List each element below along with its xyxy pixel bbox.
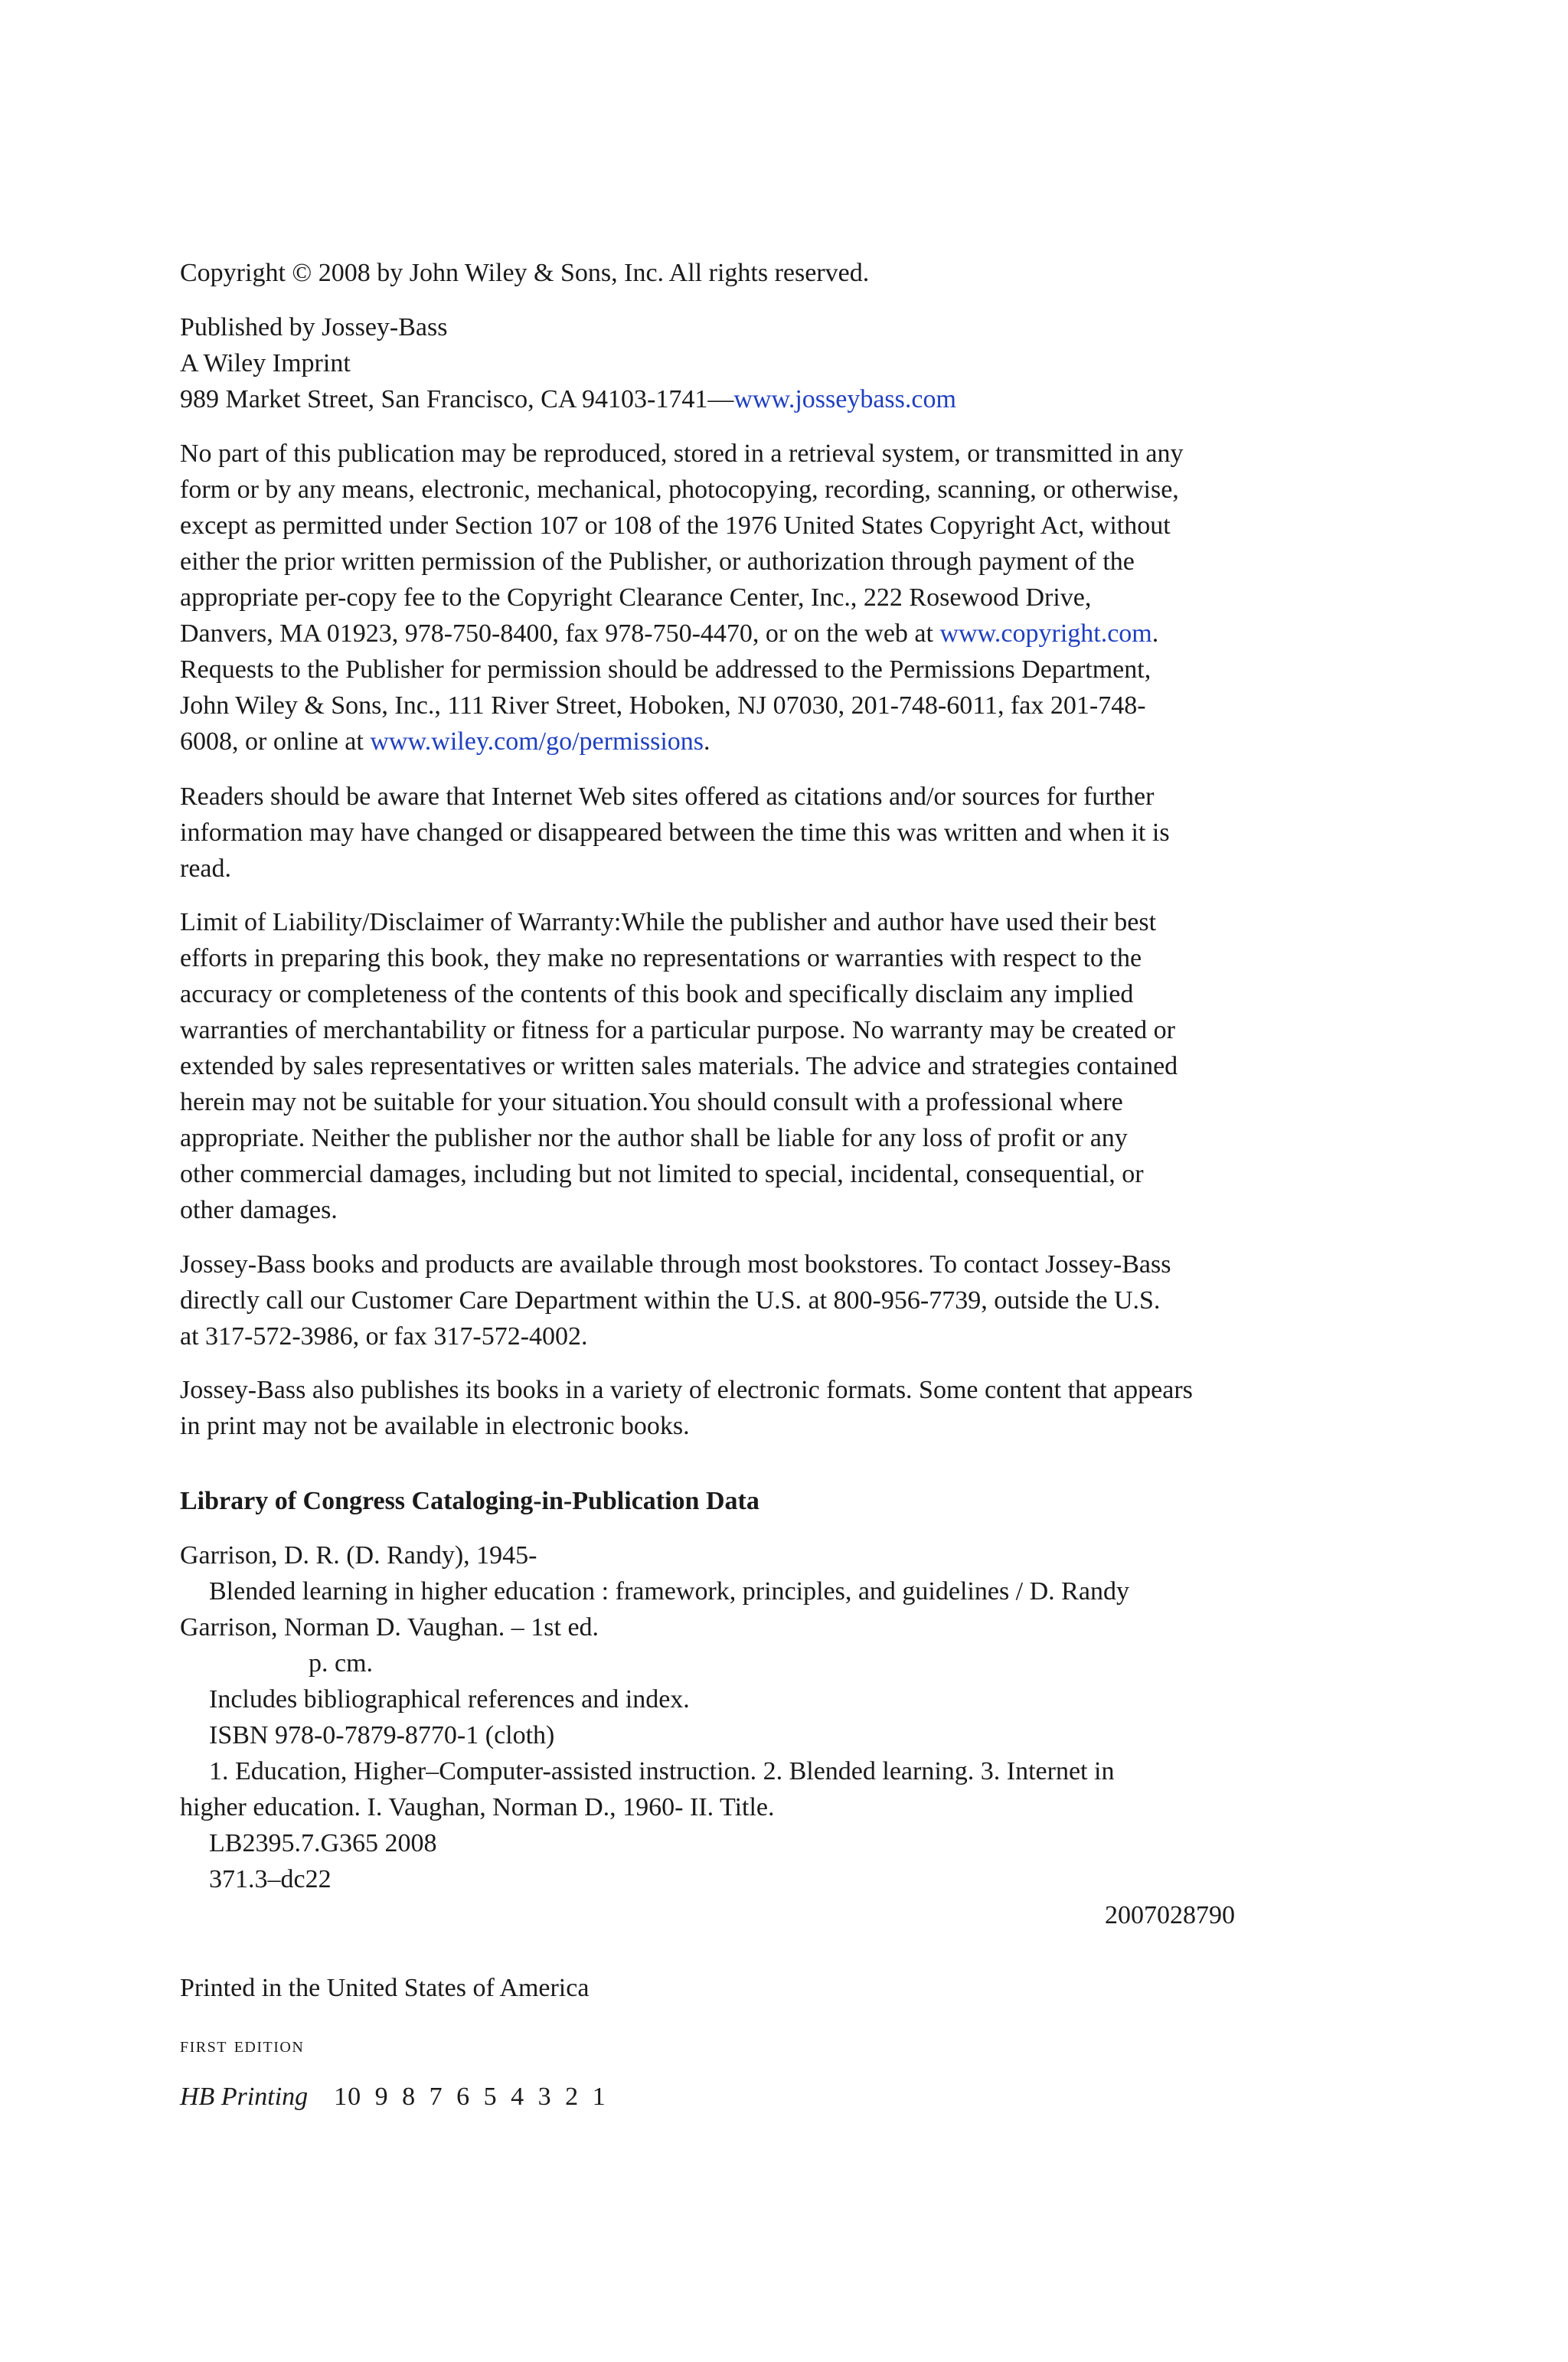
- copyright-notice: [180, 255, 1328, 291]
- web-notice-line: read.: [180, 854, 232, 883]
- availability-line: at 317-572-3986, or fax 317-572-4002.: [180, 1322, 588, 1351]
- copyright-website-link[interactable]: www.copyright.com: [939, 619, 1152, 648]
- publisher-name: Published by Jossey-Bass: [180, 313, 448, 341]
- rights-line: No part of this publication may be reproduced, stored in a retrieval system, or transmitted in any: [180, 439, 1184, 468]
- printing-line: [180, 2079, 1328, 2115]
- web-notice-paragraph: [180, 779, 1328, 887]
- cip-dewey: 371.3–dc22: [209, 1865, 332, 1893]
- rights-line: form or by any means, electronic, mechanical, photocopying, recording, scanning, or otherwise,: [180, 475, 1179, 504]
- web-notice-line: Readers should be aware that Internet Web sites offered as citations and/or sources for further: [180, 782, 1155, 811]
- rights-line: appropriate per-copy fee to the Copyright Clearance Center, Inc., 222 Rosewood Drive,: [180, 583, 1092, 612]
- availability-line: directly call our Customer Care Department within the U.S. at 800-956-7739, outside the U.S.: [180, 1286, 1161, 1315]
- cip-pcm: p. cm.: [309, 1649, 374, 1678]
- cip-title-continued: Garrison, Norman D. Vaughan. – 1st ed.: [180, 1613, 599, 1642]
- liability-line: other damages.: [180, 1196, 338, 1224]
- cip-heading: [180, 1483, 1328, 1519]
- copyright-line: Copyright © 2008 by John Wiley & Sons, Inc. All rights reserved.: [180, 259, 870, 287]
- cip-heading-text: Library of Congress Cataloging-in-Publication Data: [180, 1487, 760, 1515]
- web-notice-line: information may have changed or disappeared between the time this was written and when it is: [180, 818, 1170, 847]
- liability-line: extended by sales representatives or written sales materials. The advice and strategies contained: [180, 1052, 1178, 1080]
- publisher-info: [180, 309, 1328, 417]
- publisher-address-line: [180, 381, 1328, 417]
- printing-row: [180, 2079, 1328, 2115]
- printing-label: HB Printing: [180, 2083, 309, 2111]
- cip-subjects-continued: higher education. I. Vaughan, Norman D., 1960- II. Title.: [180, 1793, 775, 1821]
- rights-text: .: [704, 727, 710, 756]
- rights-line: except as permitted under Section 107 or 108 of the 1976 United States Copyright Act, without: [180, 511, 1171, 540]
- publisher-imprint: A Wiley Imprint: [180, 349, 351, 377]
- availability-line: Jossey-Bass books and products are available through most bookstores. To contact Jossey-Bass: [180, 1250, 1171, 1279]
- printed-in-text: Printed in the United States of America: [180, 1974, 590, 2002]
- edition-text: first edition: [180, 2033, 305, 2057]
- rights-text: 6008, or online at: [180, 727, 371, 756]
- publisher-website-link[interactable]: www.josseybass.com: [733, 385, 956, 413]
- publisher-address: 989 Market Street, San Francisco, CA 94103-1741—: [180, 385, 734, 413]
- liability-line: accuracy or completeness of the contents of this book and specifically disclaim any implied: [180, 980, 1134, 1008]
- permissions-link[interactable]: www.wiley.com/go/permissions: [370, 727, 704, 756]
- liability-line: warranties of merchantability or fitness for a particular purpose. No warranty may be created or: [180, 1016, 1175, 1044]
- liability-line: herein may not be suitable for your situation.You should consult with a professional where: [180, 1088, 1123, 1116]
- rights-line: [180, 724, 1328, 760]
- printed-in: [180, 1970, 1328, 2006]
- cip-title: Blended learning in higher education : framework, principles, and guidelines / D. Randy: [209, 1577, 1129, 1606]
- liability-line: other commercial damages, including but not limited to special, incidental, consequential, or: [180, 1160, 1144, 1188]
- cip-subjects: 1. Education, Higher–Computer-assisted instruction. 2. Blended learning. 3. Internet in: [209, 1757, 1115, 1785]
- cip-lc-class: LB2395.7.G365 2008: [209, 1829, 437, 1857]
- liability-paragraph: [180, 904, 1328, 1228]
- cip-includes: Includes bibliographical references and index.: [209, 1685, 690, 1714]
- cip-record: [180, 1537, 1328, 1933]
- electronic-line: Jossey-Bass also publishes its books in a variety of electronic formats. Some content that appears: [180, 1376, 1193, 1404]
- liability-line: appropriate. Neither the publisher nor the author shall be liable for any loss of profit or any: [180, 1124, 1128, 1152]
- availability-paragraph: [180, 1246, 1328, 1354]
- rights-text: .: [1152, 619, 1159, 648]
- cip-isbn: ISBN 978-0-7879-8770-1 (cloth): [209, 1721, 555, 1749]
- cip-author: Garrison, D. R. (D. Randy), 1945-: [180, 1541, 537, 1570]
- printing-numbers: 10 9 8 7 6 5 4 3 2 1: [334, 2083, 606, 2111]
- rights-line: Requests to the Publisher for permission should be addressed to the Permissions Department,: [180, 655, 1152, 684]
- electronic-formats-paragraph: [180, 1372, 1328, 1444]
- liability-line: efforts in preparing this book, they make no representations or warranties with respect to the: [180, 944, 1142, 972]
- electronic-line: in print may not be available in electronic books.: [180, 1412, 690, 1440]
- rights-text: Danvers, MA 01923, 978-750-8400, fax 978-750-4470, or on the web at: [180, 619, 940, 648]
- rights-line: either the prior written permission of the Publisher, or authorization through payment of the: [180, 547, 1135, 576]
- rights-paragraph: [180, 436, 1328, 760]
- cip-lccn: 2007028790: [1105, 1901, 1235, 1929]
- liability-line: Limit of Liability/Disclaimer of Warranty:While the publisher and author have used their best: [180, 908, 1157, 936]
- rights-line: [180, 616, 1328, 652]
- rights-line: John Wiley & Sons, Inc., 111 River Street, Hoboken, NJ 07030, 201-748-6011, fax 201-748-: [180, 691, 1146, 720]
- edition: [180, 2027, 1328, 2063]
